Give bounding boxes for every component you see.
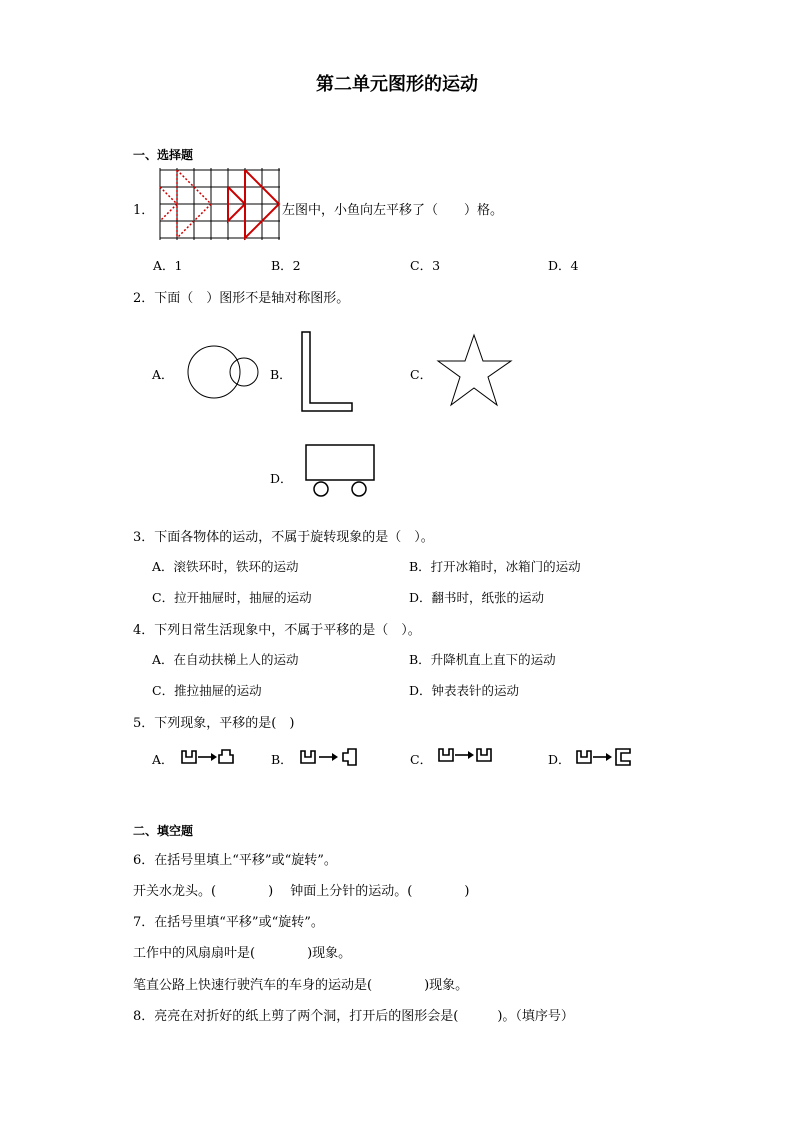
q3-option-d: D．翻书时，纸张的运动 <box>409 590 545 605</box>
q2-label-c: C． <box>410 367 433 382</box>
q2-figure-c-star <box>437 333 513 409</box>
q7-line1: 工作中的风扇扇叶是( )现象。 <box>133 946 352 961</box>
q7-text: 7．在括号里填“平移”或“旋转”。 <box>133 915 324 930</box>
q8-text: 8．亮亮在对折好的纸上剪了两个洞，打开后的图形会是( )。（填序号） <box>133 1009 574 1024</box>
q1-option-d: D．4 <box>548 258 579 273</box>
q6-text: 6．在括号里填上“平移”或“旋转”。 <box>133 853 337 868</box>
q6-line: 开关水龙头。( ) 钟面上分针的运动。( ) <box>133 884 470 899</box>
q2-label-a: A． <box>152 367 174 382</box>
q1-option-a: A．1 <box>153 258 183 273</box>
q2-figure-a-circles <box>186 344 266 400</box>
q5-label-c: C． <box>410 752 433 767</box>
q1-number: 1． <box>133 203 155 218</box>
q2-text: 2．下面（ ）图形不是轴对称图形。 <box>133 291 350 306</box>
section-choice-heading: 一、选择题 <box>133 148 194 162</box>
q5-text: 5．下列现象，平移的是( ) <box>133 716 295 731</box>
q4-option-d: D．钟表表针的运动 <box>409 683 520 698</box>
q5-label-d: D． <box>548 752 571 767</box>
page-title: 第二单元图形的运动 <box>316 74 478 95</box>
q1-option-c: C．3 <box>410 258 441 273</box>
q4-option-a: A．在自动扶梯上人的运动 <box>152 652 299 667</box>
q3-option-b: B．打开冰箱时，冰箱门的运动 <box>409 559 581 574</box>
section-fill-heading: 二、填空题 <box>133 824 194 838</box>
q2-label-d: D． <box>270 471 293 486</box>
q4-option-b: B．升降机直上直下的运动 <box>409 652 556 667</box>
q4-option-c: C．推拉抽屉的运动 <box>152 683 262 698</box>
q5-label-b: B． <box>271 752 293 767</box>
q2-figure-b-l-shape <box>301 331 355 413</box>
q5-figure-a <box>181 748 237 766</box>
q4-text: 4．下列日常生活现象中，不属于平移的是（ ）。 <box>133 623 421 638</box>
q3-option-a: A．滚铁环时，铁环的运动 <box>152 559 299 574</box>
q7-line2: 笔直公路上快速行驶汽车的车身的运动是( )现象。 <box>133 978 469 993</box>
q5-figure-d <box>576 748 634 766</box>
q2-figure-d-cart <box>304 443 376 499</box>
q1-option-b: B．2 <box>271 258 301 273</box>
q5-figure-b <box>300 748 360 766</box>
q1-text: 左图中，小鱼向左平移了（ ）格。 <box>282 203 504 218</box>
q5-figure-c <box>438 746 496 764</box>
q2-label-b: B． <box>270 367 292 382</box>
q1-fish-grid-figure <box>157 168 283 240</box>
q3-option-c: C．拉开抽屉时，抽屉的运动 <box>152 590 312 605</box>
q5-label-a: A． <box>152 752 174 767</box>
q3-text: 3．下面各物体的运动，不属于旋转现象的是（ ）。 <box>133 530 434 545</box>
